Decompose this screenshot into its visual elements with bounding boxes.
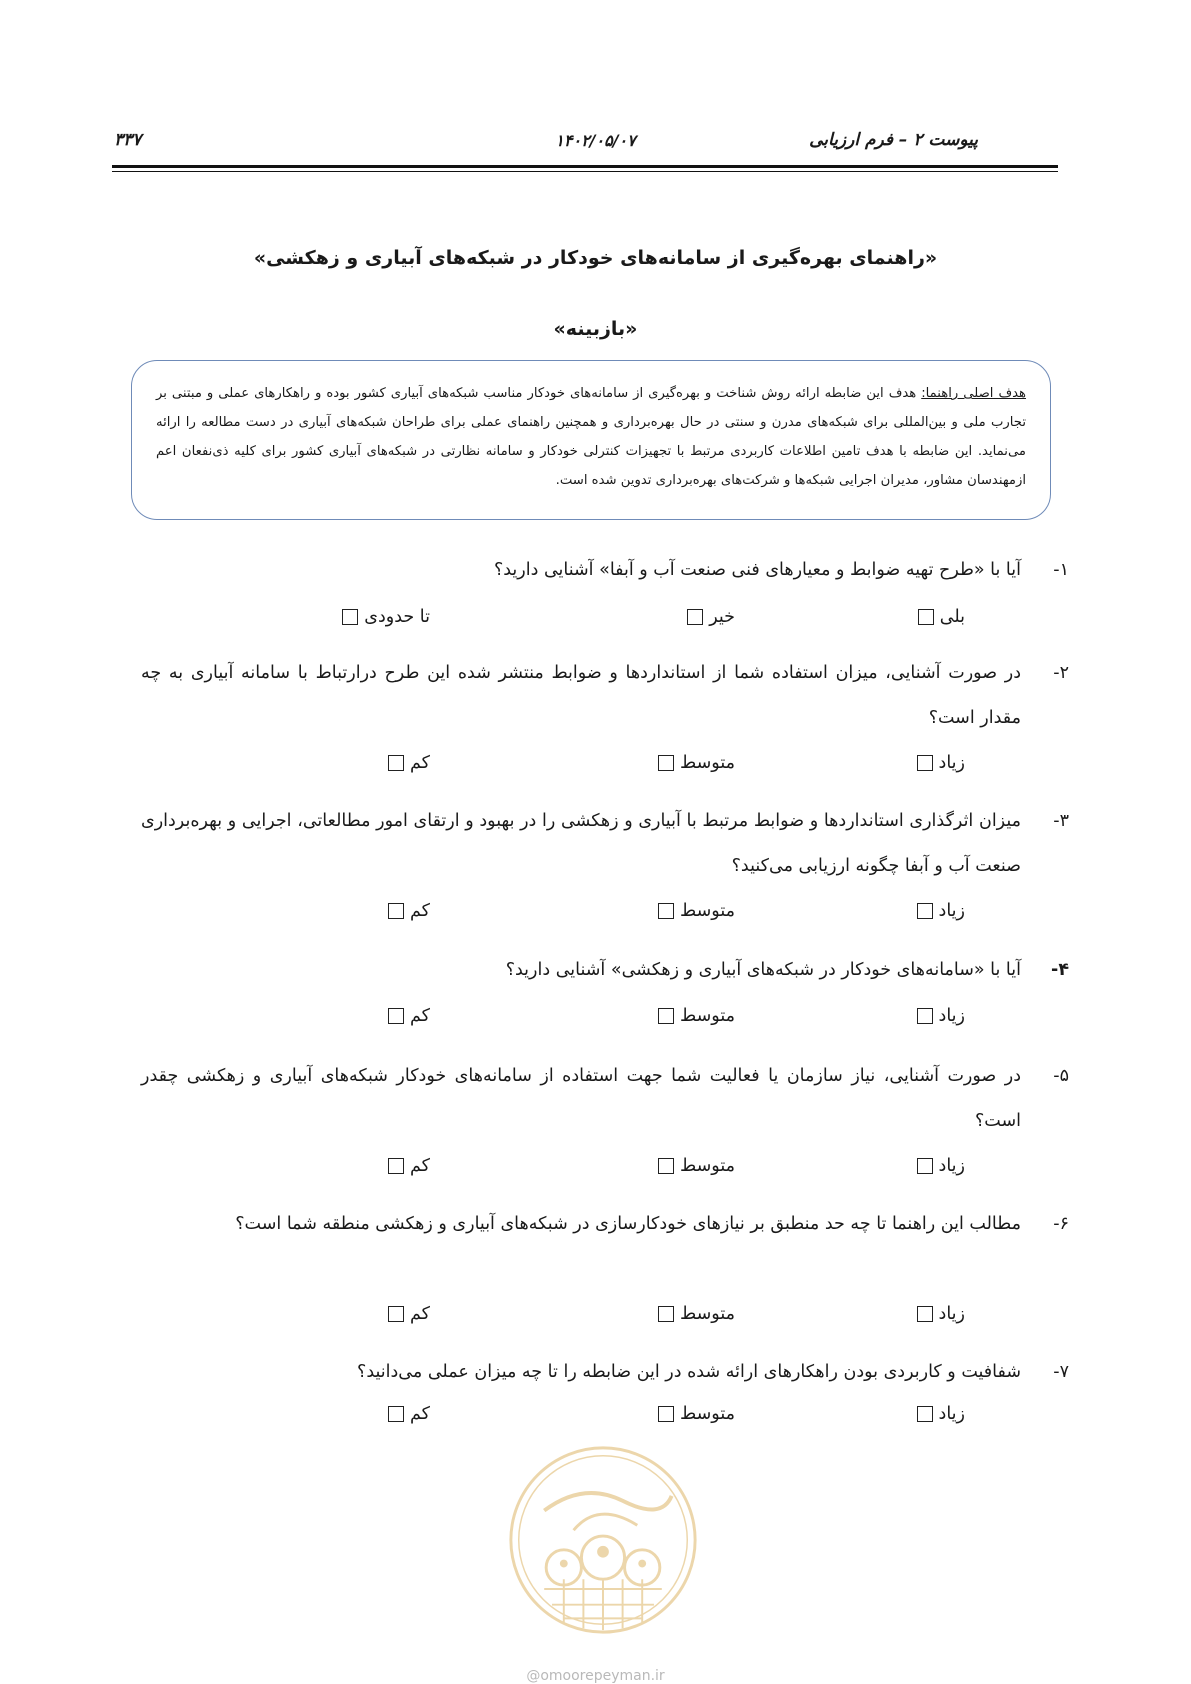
option-label: متوسط [680, 1156, 735, 1176]
checkbox[interactable] [917, 755, 933, 771]
question-3 [141, 799, 1069, 889]
question-text: شفافیت و کاربردی بودن راهکارهای ارائه شده در این ضابطه را تا چه میزان عملی می‌دانید؟ [357, 1362, 1021, 1382]
option-high[interactable] [917, 1156, 965, 1176]
question-2 [141, 651, 1069, 741]
question-number: ۶- [1053, 1214, 1069, 1234]
option-label: کم [410, 1006, 430, 1026]
checkbox[interactable] [917, 1306, 933, 1322]
option-medium[interactable] [658, 1404, 735, 1424]
question-text: مطالب این راهنما تا چه حد منطبق بر نیازهای خودکارسازی در شبکه‌های آبیاری و زهکشی منطقه شما است؟ [235, 1214, 1021, 1234]
option-high[interactable] [917, 1404, 965, 1424]
checkbox[interactable] [388, 1158, 404, 1174]
checkbox[interactable] [687, 609, 703, 625]
option-label: تا حدودی [364, 607, 430, 627]
guide-text: هدف این ضابطه ارائه روش شناخت و بهره‌گیری از سامانه‌های خودکار مناسب شبکه‌های آبیاری کشور بوده و راهکارهای عملی و مبتنی بر تجارب ملی و بین‌المللی برای شبکه‌های مدرن و سنتی در حال بهره‌برداری و همچنین راهنمای عملی برای طراحان شبکه‌های آبیاری در دست مطالعه را ارائه می‌نماید. این ضابطه با هدف تامین اطلاعات کاربردی مرتبط با تجهیزات کنترلی خودکار و سامانه نظارتی در شبکه‌های آبیاری کشور برای کلیه ذی‌نفعان اعم ازمهندسان مشاور، مدیران اجرایی شبکه‌ها و شرکت‌های بهره‌برداری تدوین شده است. [156, 386, 1026, 488]
guide-objective-box [131, 360, 1051, 520]
option-label: زیاد [938, 1404, 965, 1424]
question-number: ۱- [1053, 560, 1069, 580]
option-high[interactable] [917, 1006, 965, 1026]
checkbox[interactable] [917, 1008, 933, 1024]
checkbox[interactable] [917, 903, 933, 919]
header-section-title: پیوست ۲ – فرم ارزیابی [809, 130, 978, 150]
question-4 [141, 948, 1069, 993]
option-medium[interactable] [658, 901, 735, 921]
option-label: بلی [939, 607, 965, 627]
option-label: زیاد [938, 1304, 965, 1324]
checkbox[interactable] [658, 1406, 674, 1422]
option-label: کم [410, 901, 430, 921]
option-label: متوسط [680, 901, 735, 921]
option-label: متوسط [680, 1006, 735, 1026]
option-label: زیاد [938, 901, 965, 921]
option-label: متوسط [680, 1404, 735, 1424]
option-somewhat[interactable] [342, 607, 430, 627]
checkbox[interactable] [342, 609, 358, 625]
question-text: آیا با «طرح تهیه ضوابط و معیارهای فنی صنعت آب و آبفا» آشنایی دارید؟ [493, 560, 1021, 580]
question-text: میزان اثرگذاری استانداردها و ضوابط مرتبط با آبیاری و زهکشی را در بهبود و ارتقای امور مطالعاتی، اجرایی و بهره‌برداری صنعت آب و آبفا چگونه ارزیابی می‌کنید؟ [141, 811, 1021, 876]
option-low[interactable] [388, 1006, 430, 1026]
option-medium[interactable] [658, 1304, 735, 1324]
header-date: ۱۴۰۲/۰۵/۰۷ [555, 131, 636, 150]
option-low[interactable] [388, 901, 430, 921]
option-low[interactable] [388, 1304, 430, 1324]
document-subtitle: «بازبینه» [553, 318, 638, 340]
question-number: ۷- [1053, 1362, 1069, 1382]
question-number: ۳- [1053, 811, 1069, 831]
option-low[interactable] [388, 1404, 430, 1424]
option-medium[interactable] [658, 1006, 735, 1026]
checkbox[interactable] [388, 903, 404, 919]
question-number: ۴- [1051, 960, 1069, 980]
checkbox[interactable] [388, 1008, 404, 1024]
question-7 [141, 1350, 1069, 1395]
option-label: زیاد [938, 1006, 965, 1026]
page-number: ۳۳۷ [114, 130, 142, 150]
option-low[interactable] [388, 1156, 430, 1176]
checkbox[interactable] [658, 1306, 674, 1322]
option-medium[interactable] [658, 1156, 735, 1176]
watermark-logo-icon [505, 1442, 701, 1638]
option-label: متوسط [680, 753, 735, 773]
checkbox[interactable] [388, 1406, 404, 1422]
option-label: کم [410, 1304, 430, 1324]
option-label: زیاد [938, 1156, 965, 1176]
option-label: کم [410, 1404, 430, 1424]
question-text: آیا با «سامانه‌های خودکار در شبکه‌های آبیاری و زهکشی» آشنایی دارید؟ [505, 960, 1021, 980]
checkbox[interactable] [388, 755, 404, 771]
header-rule-thick [112, 165, 1058, 168]
option-high[interactable] [917, 753, 965, 773]
question-text: در صورت آشنایی، میزان استفاده شما از استانداردها و ضوابط منتشر شده این طرح درارتباط با سامانه آبیاری به چه مقدار است؟ [141, 663, 1021, 728]
option-no[interactable] [687, 607, 735, 627]
question-6 [141, 1202, 1069, 1247]
option-label: متوسط [680, 1304, 735, 1324]
option-label: زیاد [938, 753, 965, 773]
option-label: خیر [709, 607, 735, 627]
option-high[interactable] [917, 1304, 965, 1324]
question-5 [141, 1054, 1069, 1144]
question-text: در صورت آشنایی، نیاز سازمان یا فعالیت شما جهت استفاده از سامانه‌های خودکار شبکه‌های آبیاری و زهکشی چقدر است؟ [141, 1066, 1021, 1131]
header-rule-thin [112, 171, 1058, 172]
question-number: ۵- [1053, 1066, 1069, 1086]
question-1 [141, 548, 1069, 593]
option-high[interactable] [917, 901, 965, 921]
option-label: کم [410, 753, 430, 773]
option-low[interactable] [388, 753, 430, 773]
option-medium[interactable] [658, 753, 735, 773]
checkbox[interactable] [917, 1158, 933, 1174]
guide-label: هدف اصلی راهنما: [921, 386, 1026, 401]
option-label: کم [410, 1156, 430, 1176]
question-number: ۲- [1053, 663, 1069, 683]
checkbox[interactable] [658, 903, 674, 919]
option-yes[interactable] [918, 607, 965, 627]
checkbox[interactable] [658, 1008, 674, 1024]
checkbox[interactable] [918, 609, 934, 625]
checkbox[interactable] [658, 755, 674, 771]
document-title: «راهنمای بهره‌گیری از سامانه‌های خودکار در شبکه‌های آبیاری و زهکشی» [253, 247, 938, 269]
watermark-url: @omoorepeyman.ir [526, 1668, 665, 1684]
checkbox[interactable] [917, 1406, 933, 1422]
checkbox[interactable] [658, 1158, 674, 1174]
checkbox[interactable] [388, 1306, 404, 1322]
